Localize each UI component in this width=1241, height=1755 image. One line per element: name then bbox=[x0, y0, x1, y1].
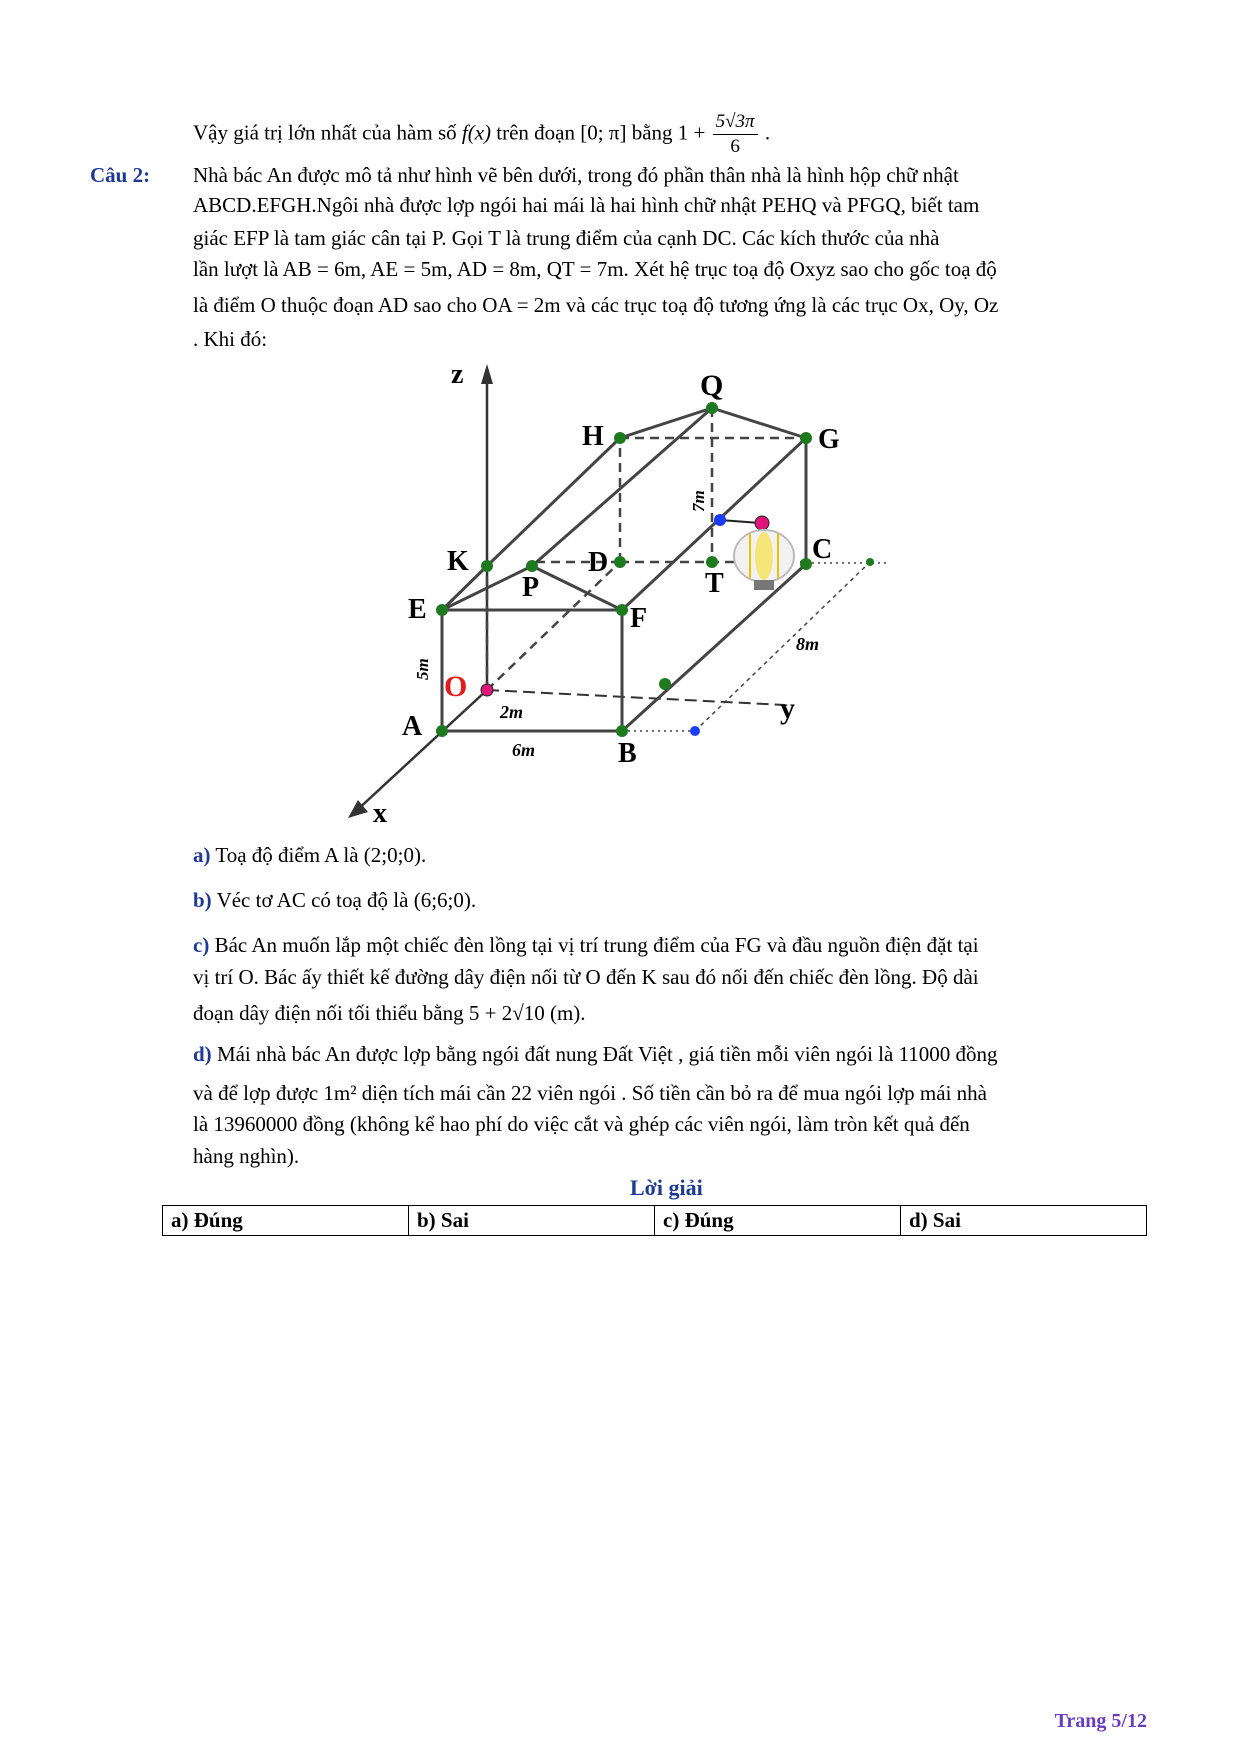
answer-a: a) Đúng bbox=[163, 1206, 409, 1236]
item-c bbox=[193, 932, 979, 958]
fraction-numerator: 5√3π bbox=[713, 110, 758, 135]
point-b: B bbox=[618, 738, 637, 769]
item-d-line: Mái nhà bác An được lợp bằng ngói đất nung Đất Việt , giá tiền mỗi viên ngói là 11000 đồng bbox=[216, 1042, 998, 1066]
question-line: ABCD.EFGH.Ngôi nhà được lợp ngói hai mái là hai hình chữ nhật PEHQ và PFGQ, biết tam bbox=[193, 193, 980, 217]
intro-interval: [0; π] bbox=[580, 120, 627, 145]
item-d-line: là 13960000 đồng (không kể hao phí do việc cắt và ghép các viên ngói, làm tròn kết quả đến bbox=[193, 1112, 970, 1136]
item-b-text: Véc tơ AC có toạ độ là (6;6;0). bbox=[216, 888, 477, 912]
axis-x-label: x bbox=[373, 798, 387, 829]
point-h: H bbox=[582, 421, 604, 452]
intro-text-b: trên đoạn bbox=[496, 120, 576, 145]
point-p: P bbox=[522, 572, 540, 603]
question-label: Câu 2: bbox=[90, 163, 151, 187]
point-g: G bbox=[818, 424, 840, 455]
intro-func: f(x) bbox=[461, 120, 492, 145]
intro-text-a: Vậy giá trị lớn nhất của hàm số bbox=[193, 120, 457, 145]
answer-table bbox=[162, 1205, 1147, 1236]
item-d-line: hàng nghìn). bbox=[193, 1144, 300, 1168]
item-c-line: Bác An muốn lắp một chiếc đèn lồng tại vị trí trung điểm của FG và đầu nguồn điện đặt tại bbox=[214, 933, 979, 957]
item-a-text: Toạ độ điểm A là (2;0;0). bbox=[215, 843, 427, 867]
item-d bbox=[193, 1041, 998, 1067]
fraction-denominator: 6 bbox=[730, 136, 740, 157]
y-axis bbox=[487, 690, 785, 705]
axis-y-label: y bbox=[780, 692, 795, 725]
x-axis bbox=[355, 690, 487, 812]
question-line: là điểm O thuộc đoạn AD sao cho OA = 2m và các trục toạ độ tương ứng là các trục Ox, Oy, Oz bbox=[193, 293, 999, 317]
item-d-line: và để lợp được 1m² diện tích mái cần 22 viên ngói . Số tiền cần bỏ ra để mua ngói lợp mái nhà bbox=[193, 1081, 987, 1105]
answer-d: d) Sai bbox=[901, 1206, 1147, 1236]
item-d-label: d) bbox=[193, 1042, 212, 1066]
page-number: Trang 5/12 bbox=[1054, 1710, 1147, 1732]
item-b-label: b) bbox=[193, 888, 212, 912]
point-o: O bbox=[444, 670, 468, 703]
dim-ae: 5m bbox=[413, 658, 432, 680]
question-line: . Khi đó: bbox=[193, 327, 268, 351]
dim-ab: 6m bbox=[512, 740, 536, 760]
dim-qt: 7m bbox=[689, 490, 708, 512]
dim-oa: 2m bbox=[500, 702, 524, 722]
point-a: A bbox=[402, 711, 423, 742]
item-c-line: vị trí O. Bác ấy thiết kế đường dây điện nối từ O đến K sau đó nối đến chiếc đèn lồng. Độ dài bbox=[193, 965, 979, 989]
solution-header: Lời giải bbox=[630, 1175, 703, 1200]
point-e: E bbox=[408, 594, 427, 625]
table-row bbox=[163, 1206, 1147, 1236]
point-d: D bbox=[588, 547, 609, 578]
item-a bbox=[193, 842, 426, 868]
point-q: Q bbox=[700, 369, 724, 402]
answer-c: c) Đúng bbox=[655, 1206, 901, 1236]
item-b bbox=[193, 887, 476, 913]
answer-b: b) Sai bbox=[409, 1206, 655, 1236]
item-a-label: a) bbox=[193, 843, 211, 867]
point-f: F bbox=[630, 603, 648, 634]
intro-text-c: bằng 1 + bbox=[631, 120, 706, 145]
item-c-line: đoạn dây điện nối tối thiểu bằng 5 + 2√10 (m). bbox=[193, 1001, 586, 1025]
dim-ad: 8m bbox=[796, 634, 820, 654]
intro-end: . bbox=[764, 120, 771, 145]
point-c: C bbox=[812, 534, 833, 565]
question-line: giác EFP là tam giác cân tại P. Gọi T là trung điểm của cạnh DC. Các kích thước của nhà bbox=[193, 226, 940, 250]
question-line: lần lượt là AB = 6m, AE = 5m, AD = 8m, QT = 7m. Xét hệ trục toạ độ Oxyz sao cho gốc toạ độ bbox=[193, 257, 997, 281]
item-c-label: c) bbox=[193, 933, 210, 957]
question-line: Nhà bác An được mô tả như hình vẽ bên dưới, trong đó phần thân nhà là hình hộp chữ nhật bbox=[193, 163, 959, 187]
point-k: K bbox=[447, 546, 469, 577]
z-axis-arrow bbox=[481, 364, 493, 384]
point-t: T bbox=[705, 568, 724, 599]
axis-z-label: z bbox=[451, 359, 464, 390]
